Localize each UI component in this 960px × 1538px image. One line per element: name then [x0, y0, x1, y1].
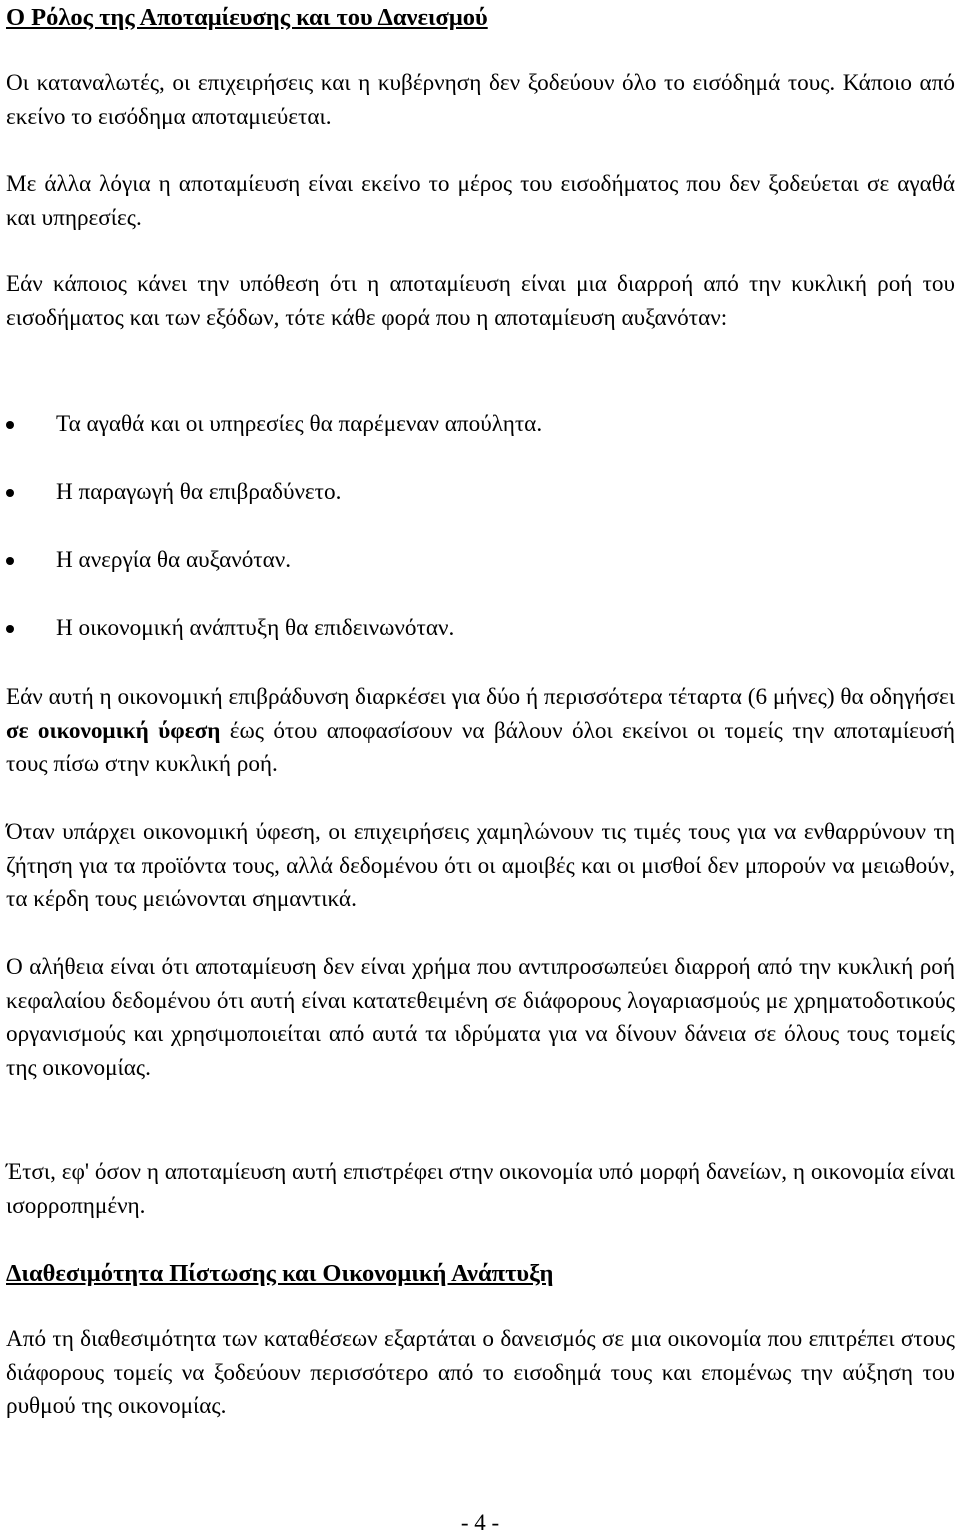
page-number: - 4 - [460, 1510, 500, 1535]
list-item [6, 477, 955, 507]
paragraph-recession-effects: Όταν υπάρχει οικονομική ύφεση, οι επιχειρήσεις χαμηλώνουν τις τιμές τους για να ενθαρρύνουν τη ζήτηση για τα προϊόντα τους, αλλά δεδομένου ότι οι αμοιβές και οι μισθοί δεν μπορούν να μειωθούν, τα κέρδη τους μειώνονται σημαντικά. [6, 819, 955, 913]
list-item [6, 545, 955, 575]
paragraph-credit-availability: Από τη διαθεσιμότητα των καταθέσεων εξαρτάται ο δανεισμός σε μια οικονομία που επιτρέπει στους διάφορους τομείς να ξοδεύουν περισσότερο από το εισοδημά τους και επομένως την αύξηση του ρυθμού της οικονομίας. [6, 1326, 955, 1420]
paragraph-saving-truth: Ο αλήθεια είναι ότι αποταμίευση δεν είναι χρήμα που αντιπροσωπεύει διαρροή από την κυκλική ροή κεφαλαίου δεδομένου ότι αυτή είναι κατατεθειμένη σε διάφορους λογαριασμούς με χρηματοδοτικούς οργανισμούς και χρησιμοποιείται από αυτά τα ιδρύματα για να δίνουν δάνεια σε όλους τους τομείς της οικονομίας. [6, 954, 955, 1081]
section-heading-credit-growth: Διαθεσιμότητα Πίστωσης και Οικονομική Ανάπτυξη [6, 1260, 554, 1287]
paragraph-economy-balanced: Έτσι, εφ' όσον η αποταμίευση αυτή επιστρέφει στην οικονομία υπό μορφή δανείων, η οικονομία είναι ισορροπημένη. [6, 1159, 955, 1219]
bullet-icon [6, 557, 14, 565]
bullet-icon [6, 421, 14, 429]
section-heading-saving-borrowing: Ο Ρόλος της Αποταμίευσης και του Δανεισμού [6, 4, 488, 31]
recession-text-after: έως ότου αποφασίσουν να βάλουν όλοι εκείνοι οι τομείς την αποταμίευσή τους πίσω στην κυκλική ροή. [6, 717, 955, 778]
paragraph-recession [6, 681, 955, 782]
paragraph-income-saved: Οι καταναλωτές, οι επιχειρήσεις και η κυβέρνηση δεν ξοδεύουν όλο το εισόδημά τους. Κάποιο από εκείνο το εισόδημα αποταμιεύεται. [6, 70, 955, 130]
bullet-icon [6, 489, 14, 497]
recession-term: σε οικονομική ύφεση [6, 717, 221, 744]
list-item-text: Τα αγαθά και οι υπηρεσίες θα παρέμεναν απούλητα. [56, 411, 543, 437]
list-item-text: Η ανεργία θα αυξανόταν. [56, 547, 292, 573]
bullet-icon [6, 625, 14, 633]
paragraph-saving-leak: Εάν κάποιος κάνει την υπόθεση ότι η αποταμίευση είναι μια διαρροή από την κυκλική ροή του εισοδήματος και των εξόδων, τότε κάθε φορά που η αποταμίευση αυξανόταν: [6, 271, 955, 331]
list-item-text: Η παραγωγή θα επιβραδύνετο. [56, 479, 342, 505]
list-item-text: Η οικονομική ανάπτυξη θα επιδεινωνόταν. [56, 615, 455, 641]
consequences-list [6, 409, 955, 643]
recession-text-before: Εάν αυτή η οικονομική επιβράδυνση διαρκέσει για δύο ή περισσότερα τέταρτα (6 μήνες) θα οδηγήσει [6, 684, 955, 710]
list-item [6, 613, 955, 643]
paragraph-saving-definition: Με άλλα λόγια η αποταμίευση είναι εκείνο το μέρος του εισοδήματος που δεν ξοδεύεται σε αγαθά και υπηρεσίες. [6, 171, 955, 231]
list-item [6, 409, 955, 439]
